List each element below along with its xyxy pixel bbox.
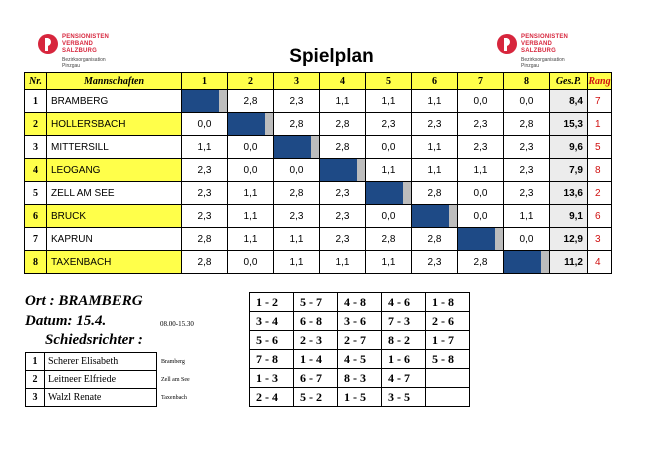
score-cell: 2,8	[366, 228, 412, 251]
score-cell: 2,8	[412, 228, 458, 251]
referees-table	[25, 352, 217, 407]
row-number: 1	[25, 90, 47, 113]
score-cell: 1,1	[366, 251, 412, 274]
game-pairing: 1 - 4	[294, 350, 338, 369]
game-pairing: 6 - 7	[294, 369, 338, 388]
referee-name: Scherer Elisabeth	[45, 353, 157, 371]
rank-value: 1	[588, 113, 612, 136]
header-col: 7	[458, 73, 504, 90]
score-cell: 2,3	[274, 90, 320, 113]
score-cell: 0,0	[458, 182, 504, 205]
referees-heading: Schiedsrichter :	[45, 332, 143, 348]
referee-row	[26, 371, 217, 389]
score-cell: 1,1	[228, 228, 274, 251]
location-label: Ort : BRAMBERG	[25, 293, 143, 309]
self-match-block	[504, 251, 550, 274]
row-number: 6	[25, 205, 47, 228]
score-cell: 1,1	[182, 136, 228, 159]
score-cell: 0,0	[228, 136, 274, 159]
header-col: 6	[412, 73, 458, 90]
total-points: 15,3	[550, 113, 588, 136]
referee-name: Walzl Renate	[45, 389, 157, 407]
game-pairing: 4 - 7	[382, 369, 426, 388]
games-row	[250, 331, 470, 350]
schedule-table	[24, 72, 612, 274]
self-match-block	[228, 113, 274, 136]
total-points: 7,9	[550, 159, 588, 182]
referee-row	[26, 389, 217, 407]
logo-line: SALZBURG	[62, 48, 97, 54]
game-pairing: 1 - 2	[250, 293, 294, 312]
score-cell: 1,1	[320, 251, 366, 274]
header-col: 3	[274, 73, 320, 90]
referee-number: 3	[26, 389, 45, 407]
score-cell: 1,1	[274, 251, 320, 274]
header-col: 1	[182, 73, 228, 90]
self-match-block	[320, 159, 366, 182]
score-cell: 2,8	[274, 182, 320, 205]
rank-value: 2	[588, 182, 612, 205]
rank-value: 8	[588, 159, 612, 182]
team-name: ZELL AM SEE	[47, 182, 182, 205]
referee-number: 2	[26, 371, 45, 389]
score-cell: 1,1	[320, 90, 366, 113]
score-cell: 2,3	[504, 182, 550, 205]
score-cell: 2,3	[182, 205, 228, 228]
team-name: BRAMBERG	[47, 90, 182, 113]
header-col: 8	[504, 73, 550, 90]
game-pairing: 8 - 3	[338, 369, 382, 388]
row-number: 4	[25, 159, 47, 182]
header-teams: Mannschaften	[47, 73, 182, 90]
score-cell: 0,0	[458, 205, 504, 228]
logo-line: PENSIONISTEN	[521, 34, 569, 40]
game-pairing: 1 - 7	[426, 331, 470, 350]
score-cell: 2,3	[320, 182, 366, 205]
score-cell: 2,3	[366, 113, 412, 136]
score-cell: 2,3	[504, 136, 550, 159]
team-name: TAXENBACH	[47, 251, 182, 274]
self-match-block	[366, 182, 412, 205]
table-row	[25, 113, 612, 136]
team-name: MITTERSILL	[47, 136, 182, 159]
score-cell: 2,8	[228, 90, 274, 113]
score-cell: 0,0	[458, 90, 504, 113]
logo-line: Pinzgau	[521, 63, 540, 69]
rank-value: 3	[588, 228, 612, 251]
self-match-block	[458, 228, 504, 251]
rank-value: 6	[588, 205, 612, 228]
header-col: 2	[228, 73, 274, 90]
game-pairing: 1 - 6	[382, 350, 426, 369]
self-match-block	[412, 205, 458, 228]
score-cell: 2,8	[182, 228, 228, 251]
score-cell: 0,0	[504, 90, 550, 113]
score-cell: 2,8	[320, 113, 366, 136]
score-cell: 1,1	[412, 136, 458, 159]
game-pairing: 5 - 8	[426, 350, 470, 369]
games-row	[250, 293, 470, 312]
game-pairing: 5 - 7	[294, 293, 338, 312]
game-pairing: 5 - 2	[294, 388, 338, 407]
game-pairing: 6 - 8	[294, 312, 338, 331]
header-col: 4	[320, 73, 366, 90]
score-cell: 2,3	[412, 251, 458, 274]
game-pairing: 7 - 3	[382, 312, 426, 331]
logo-line: VERBAND	[62, 41, 94, 47]
score-cell: 2,8	[182, 251, 228, 274]
game-pairing: 4 - 8	[338, 293, 382, 312]
score-cell: 2,3	[412, 113, 458, 136]
score-cell: 2,3	[458, 113, 504, 136]
table-row	[25, 159, 612, 182]
table-row	[25, 228, 612, 251]
referee-name: Leitneer Elfriede	[45, 371, 157, 389]
row-number: 8	[25, 251, 47, 274]
header-row	[25, 73, 612, 90]
score-cell: 1,1	[504, 205, 550, 228]
score-cell: 2,8	[504, 113, 550, 136]
score-cell: 1,1	[228, 182, 274, 205]
logo-line: Pinzgau	[62, 63, 81, 69]
logo-line: Bezirksorganisation	[521, 57, 565, 63]
rank-value: 4	[588, 251, 612, 274]
score-cell: 2,8	[274, 113, 320, 136]
logo-line: PENSIONISTEN	[62, 34, 110, 40]
total-points: 9,6	[550, 136, 588, 159]
header-nr: Nr.	[25, 73, 47, 90]
header-col: 5	[366, 73, 412, 90]
game-pairing: 2 - 7	[338, 331, 382, 350]
score-cell: 1,1	[366, 159, 412, 182]
game-pairing: 2 - 4	[250, 388, 294, 407]
game-pairing: 2 - 6	[426, 312, 470, 331]
score-cell: 1,1	[412, 90, 458, 113]
referee-number: 1	[26, 353, 45, 371]
score-cell: 2,3	[458, 136, 504, 159]
score-cell: 1,1	[274, 228, 320, 251]
header-total: Ges.P.	[550, 73, 588, 90]
logo-line: SALZBURG	[521, 48, 556, 54]
row-number: 3	[25, 136, 47, 159]
game-pairing	[426, 369, 470, 388]
game-pairing: 8 - 2	[382, 331, 426, 350]
referee-row	[26, 353, 217, 371]
game-pairing: 3 - 5	[382, 388, 426, 407]
score-cell: 2,3	[182, 182, 228, 205]
referee-place: Zell am See	[161, 376, 190, 383]
score-cell: 2,8	[412, 182, 458, 205]
row-number: 5	[25, 182, 47, 205]
games-row	[250, 350, 470, 369]
score-cell: 2,8	[458, 251, 504, 274]
row-number: 7	[25, 228, 47, 251]
score-cell: 0,0	[182, 113, 228, 136]
score-cell: 2,3	[274, 205, 320, 228]
header-rank: Rang	[588, 73, 612, 90]
game-pairing	[426, 388, 470, 407]
game-pairing: 2 - 3	[294, 331, 338, 350]
date-label: Datum: 15.4.	[25, 313, 107, 329]
game-pairing: 7 - 8	[250, 350, 294, 369]
table-row	[25, 205, 612, 228]
total-points: 13,6	[550, 182, 588, 205]
total-points: 9,1	[550, 205, 588, 228]
game-pairing: 4 - 6	[382, 293, 426, 312]
score-cell: 0,0	[228, 251, 274, 274]
games-row	[250, 388, 470, 407]
logo-line: Bezirksorganisation	[62, 57, 106, 63]
total-points: 8,4	[550, 90, 588, 113]
rank-value: 5	[588, 136, 612, 159]
row-number: 2	[25, 113, 47, 136]
score-cell: 2,3	[320, 205, 366, 228]
score-cell: 0,0	[504, 228, 550, 251]
score-cell: 0,0	[228, 159, 274, 182]
team-name: HOLLERSBACH	[47, 113, 182, 136]
games-row	[250, 312, 470, 331]
table-row	[25, 136, 612, 159]
logo-line: VERBAND	[521, 41, 553, 47]
game-pairing: 3 - 4	[250, 312, 294, 331]
team-name: LEOGANG	[47, 159, 182, 182]
score-cell: 2,8	[320, 136, 366, 159]
team-name: KAPRUN	[47, 228, 182, 251]
game-pairing: 3 - 6	[338, 312, 382, 331]
score-cell: 1,1	[458, 159, 504, 182]
score-cell: 2,3	[320, 228, 366, 251]
game-pairing: 1 - 3	[250, 369, 294, 388]
referee-place: Bramberg	[161, 358, 185, 365]
time-label: 08.00-15.30	[160, 320, 194, 328]
total-points: 12,9	[550, 228, 588, 251]
self-match-block	[182, 90, 228, 113]
games-row	[250, 369, 470, 388]
score-cell: 1,1	[228, 205, 274, 228]
total-points: 11,2	[550, 251, 588, 274]
game-pairing: 5 - 6	[250, 331, 294, 350]
score-cell: 1,1	[412, 159, 458, 182]
score-cell: 2,3	[182, 159, 228, 182]
page-title: Spielplan	[289, 46, 374, 67]
table-row	[25, 90, 612, 113]
games-table	[249, 292, 470, 407]
game-pairing: 4 - 5	[338, 350, 382, 369]
table-row	[25, 182, 612, 205]
table-row	[25, 251, 612, 274]
referee-place: Taxenbach	[161, 394, 187, 401]
score-cell: 0,0	[366, 136, 412, 159]
game-pairing: 1 - 8	[426, 293, 470, 312]
team-name: BRUCK	[47, 205, 182, 228]
rank-value: 7	[588, 90, 612, 113]
score-cell: 0,0	[274, 159, 320, 182]
self-match-block	[274, 136, 320, 159]
score-cell: 1,1	[366, 90, 412, 113]
score-cell: 0,0	[366, 205, 412, 228]
game-pairing: 1 - 5	[338, 388, 382, 407]
score-cell: 2,3	[504, 159, 550, 182]
